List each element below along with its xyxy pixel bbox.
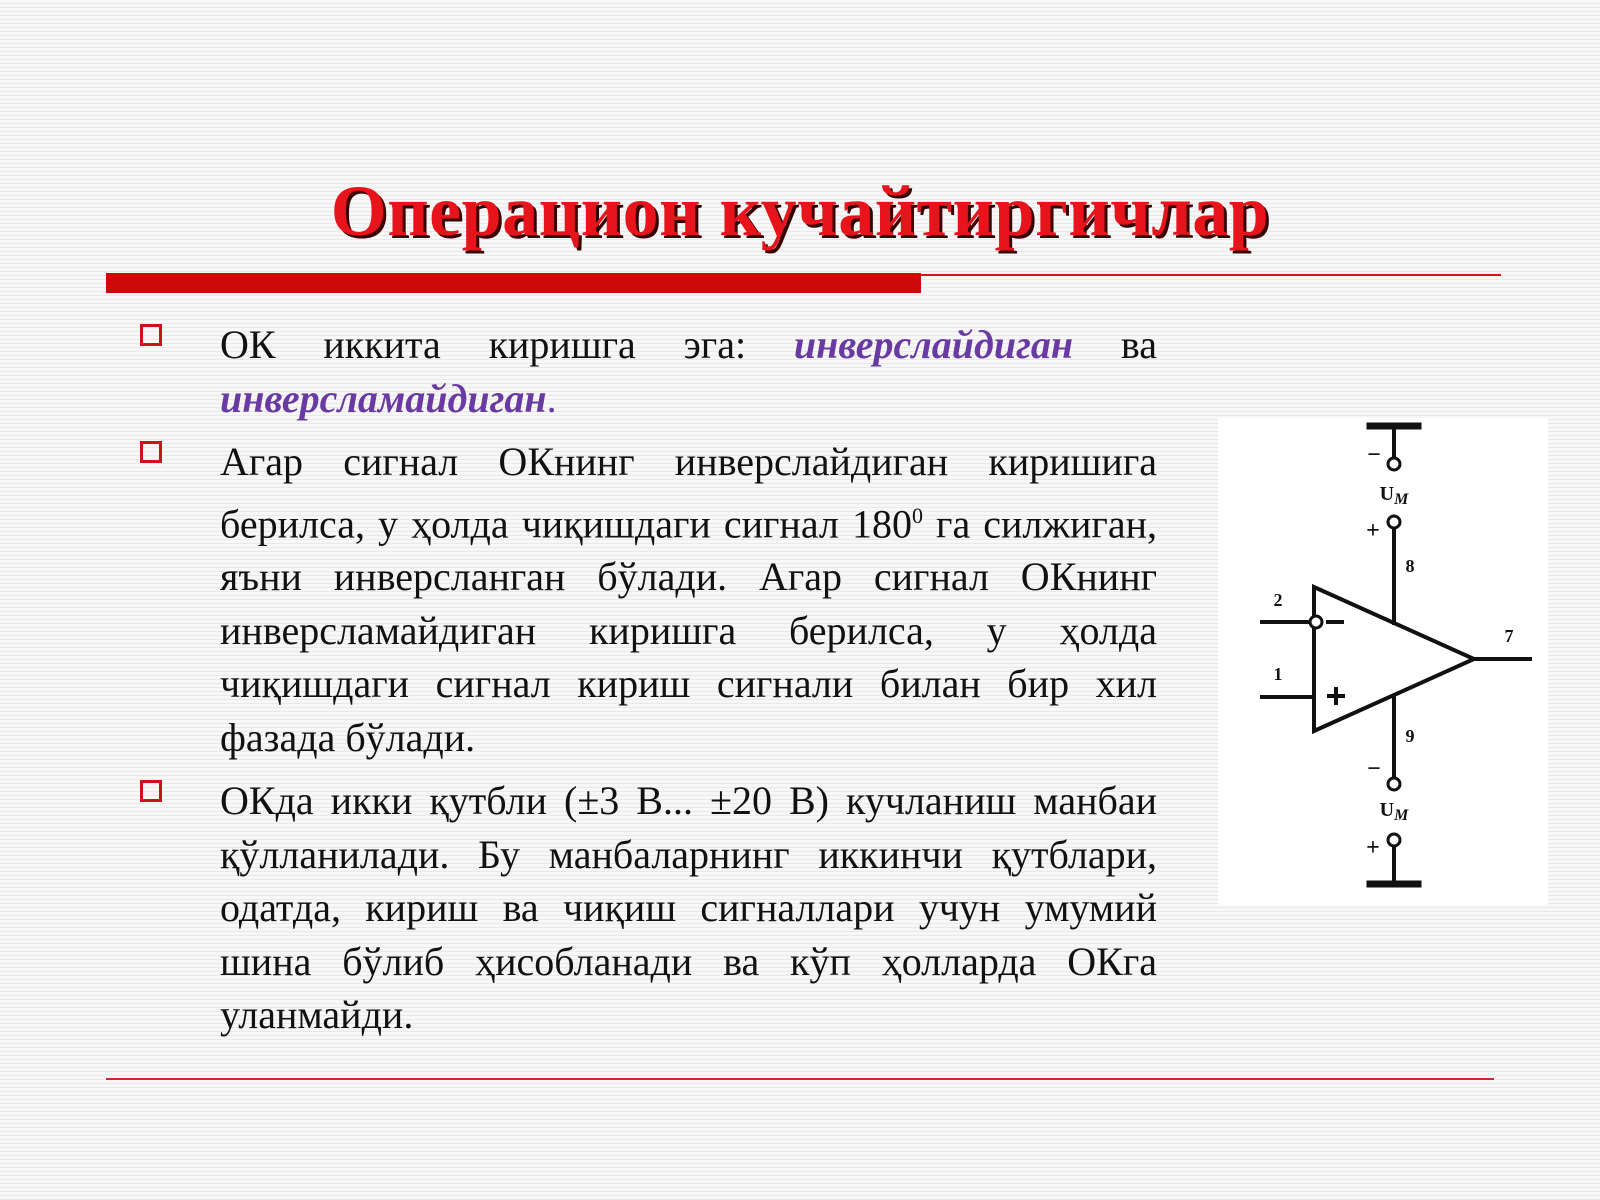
- supply-plus-sign-top: +: [1366, 518, 1380, 544]
- pin-label-9: 9: [1405, 726, 1415, 746]
- square-bullet-icon: [140, 324, 162, 346]
- terminal-circle-icon: [1388, 516, 1400, 528]
- bullet-text: ОКда икки қутбли (±3 В... ±20 В) кучланиш манбаи қўлланилади. Бу манбаларнинг иккинчи қутблари, одатда, кириш ва чиқиш сигналлари учун умумий шина бўлиб ҳисобланади ва кўп ҳолларда ОКга уланмайди.: [220, 778, 1157, 1038]
- title-underline-rule: [921, 274, 1501, 276]
- bullet-item: [140, 318, 1157, 425]
- pin-label-1: 1: [1273, 664, 1283, 684]
- supply-plus-sign-bottom: +: [1366, 835, 1380, 861]
- inversion-bubble-icon: [1310, 616, 1322, 628]
- pin-label-8: 8: [1405, 556, 1415, 576]
- bullet-item: [140, 774, 1157, 1042]
- term-inverting: инверслайдиган: [793, 322, 1074, 367]
- term-non-inverting: инверсламайдиган: [220, 375, 547, 421]
- pin-label-7: 7: [1504, 626, 1514, 646]
- bullet-list: [140, 318, 1157, 1052]
- degree-superscript: 0: [911, 502, 923, 528]
- bullet-text-part: ва: [1073, 322, 1157, 367]
- supply-label-bottom: $U_M$: [1379, 799, 1409, 824]
- title-underline-bar: [106, 273, 921, 293]
- square-bullet-icon: [140, 780, 162, 802]
- terminal-circle-icon: [1388, 834, 1400, 846]
- bullet-text-part: .: [546, 375, 557, 421]
- op-amp-diagram: [1218, 418, 1548, 905]
- bullet-text-part: ОК иккита киришга эга:: [220, 322, 794, 367]
- supply-label-top: $U_M$: [1379, 483, 1409, 508]
- bullet-text-part: Агар сигнал ОКнинг инверслайдиган киришига берилса, у ҳолда чиқишдаги сигнал 180: [220, 439, 1157, 546]
- terminal-circle-icon: [1388, 458, 1400, 470]
- footer-rule: [106, 1078, 1494, 1080]
- supply-minus-sign-top: −: [1367, 442, 1381, 468]
- slide-title: Операцион кучайтиргичлар: [330, 171, 1270, 251]
- supply-minus-sign-bottom: −: [1367, 756, 1381, 782]
- op-amp-schematic: [1218, 418, 1548, 905]
- bullet-text: [220, 435, 1157, 764]
- bullet-item: [140, 435, 1157, 764]
- square-bullet-icon: [140, 441, 162, 463]
- bullet-text-part: га силжиган, яъни инверсланган бўлади. Агар сигнал ОКнинг инверсламайдиган киришга берилса, у ҳолда чиқишдаги сигнал кириш сигнали билан бир хил фазада бўлади.: [220, 500, 1158, 760]
- bullet-text: [220, 318, 1157, 425]
- terminal-circle-icon: [1388, 778, 1400, 790]
- pin-label-2: 2: [1273, 590, 1283, 610]
